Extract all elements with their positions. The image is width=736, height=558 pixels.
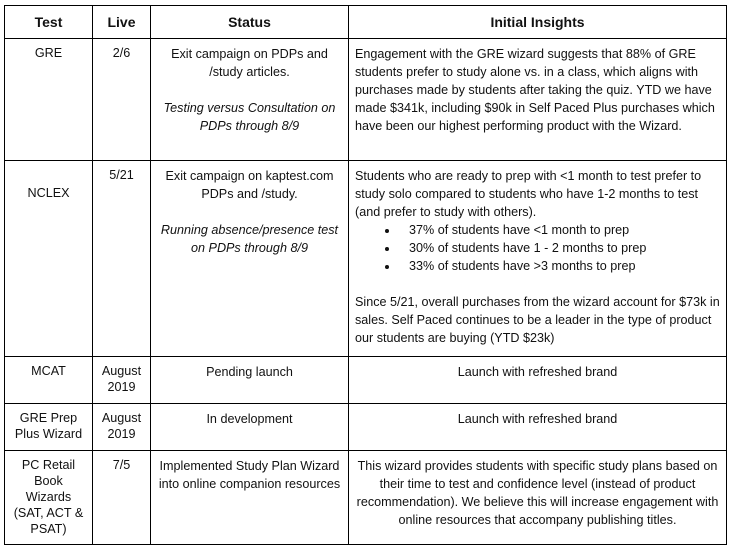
cell-insights: This wizard provides students with specific study plans based on their time to test and confidence level (instead of product recommendation). We believe this will increase engagement with online resources that accompany publishing titles. bbox=[349, 451, 727, 545]
status-main: Exit campaign on PDPs and /study articles. bbox=[171, 47, 328, 79]
cell-test: GRE Prep Plus Wizard bbox=[5, 404, 93, 451]
cell-live: 5/21 bbox=[93, 161, 151, 357]
status-note: Running absence/presence test on PDPs through 8/9 bbox=[160, 223, 339, 255]
status-main: Exit campaign on kaptest.com PDPs and /study. bbox=[165, 169, 334, 201]
cell-insights: Launch with refreshed brand bbox=[349, 404, 727, 451]
cell-status: Pending launch bbox=[151, 357, 349, 404]
header-row bbox=[5, 6, 727, 39]
cell-test: GRE bbox=[5, 39, 93, 161]
header-test: Test bbox=[5, 6, 93, 39]
cell-status: Implemented Study Plan Wizard into online companion resources bbox=[151, 451, 349, 545]
cell-test: MCAT bbox=[5, 357, 93, 404]
header-status: Status bbox=[151, 6, 349, 39]
cell-live: August 2019 bbox=[93, 404, 151, 451]
cell-status bbox=[151, 161, 349, 357]
cell-test: NCLEX bbox=[5, 161, 93, 357]
cell-insights: Engagement with the GRE wizard suggests that 88% of GRE students prefer to study alone vs. in a class, which aligns with purchases made by students after taking the quiz. YTD we have made $341k, including $90k in Self Paced Plus purchases which have been our highest performing product with the Wizard. bbox=[349, 39, 727, 161]
insights-intro: Students who are ready to prep with <1 month to test prefer to study solo compared to students who have 1-2 months to test (and prefer to study with others). bbox=[355, 169, 702, 219]
list-item: • 30% of students have 1 - 2 months to prep bbox=[399, 239, 720, 257]
cell-live: 2/6 bbox=[93, 39, 151, 161]
insights-outro: Since 5/21, overall purchases from the wizard account for $73k in sales. Self Paced continues to be a leader in the type of product our students are buying (YTD $23k) bbox=[355, 295, 720, 345]
list-item: • 33% of students have >3 months to prep bbox=[399, 257, 720, 275]
table-row bbox=[5, 451, 727, 545]
cell-test: PC Retail Book Wizards (SAT, ACT & PSAT) bbox=[5, 451, 93, 545]
list-item: • 37% of students have <1 month to prep bbox=[399, 221, 720, 239]
header-live: Live bbox=[93, 6, 151, 39]
cell-status bbox=[151, 39, 349, 161]
cell-live: August 2019 bbox=[93, 357, 151, 404]
insights-bullets bbox=[355, 221, 720, 275]
table-row bbox=[5, 404, 727, 451]
table-row bbox=[5, 357, 727, 404]
status-table bbox=[4, 5, 727, 545]
status-note: Testing versus Consultation on PDPs through 8/9 bbox=[163, 101, 336, 133]
table-row bbox=[5, 161, 727, 357]
cell-insights: Launch with refreshed brand bbox=[349, 357, 727, 404]
table-row bbox=[5, 39, 727, 161]
cell-live: 7/5 bbox=[93, 451, 151, 545]
header-insights: Initial Insights bbox=[349, 6, 727, 39]
cell-status: In development bbox=[151, 404, 349, 451]
cell-insights bbox=[349, 161, 727, 357]
